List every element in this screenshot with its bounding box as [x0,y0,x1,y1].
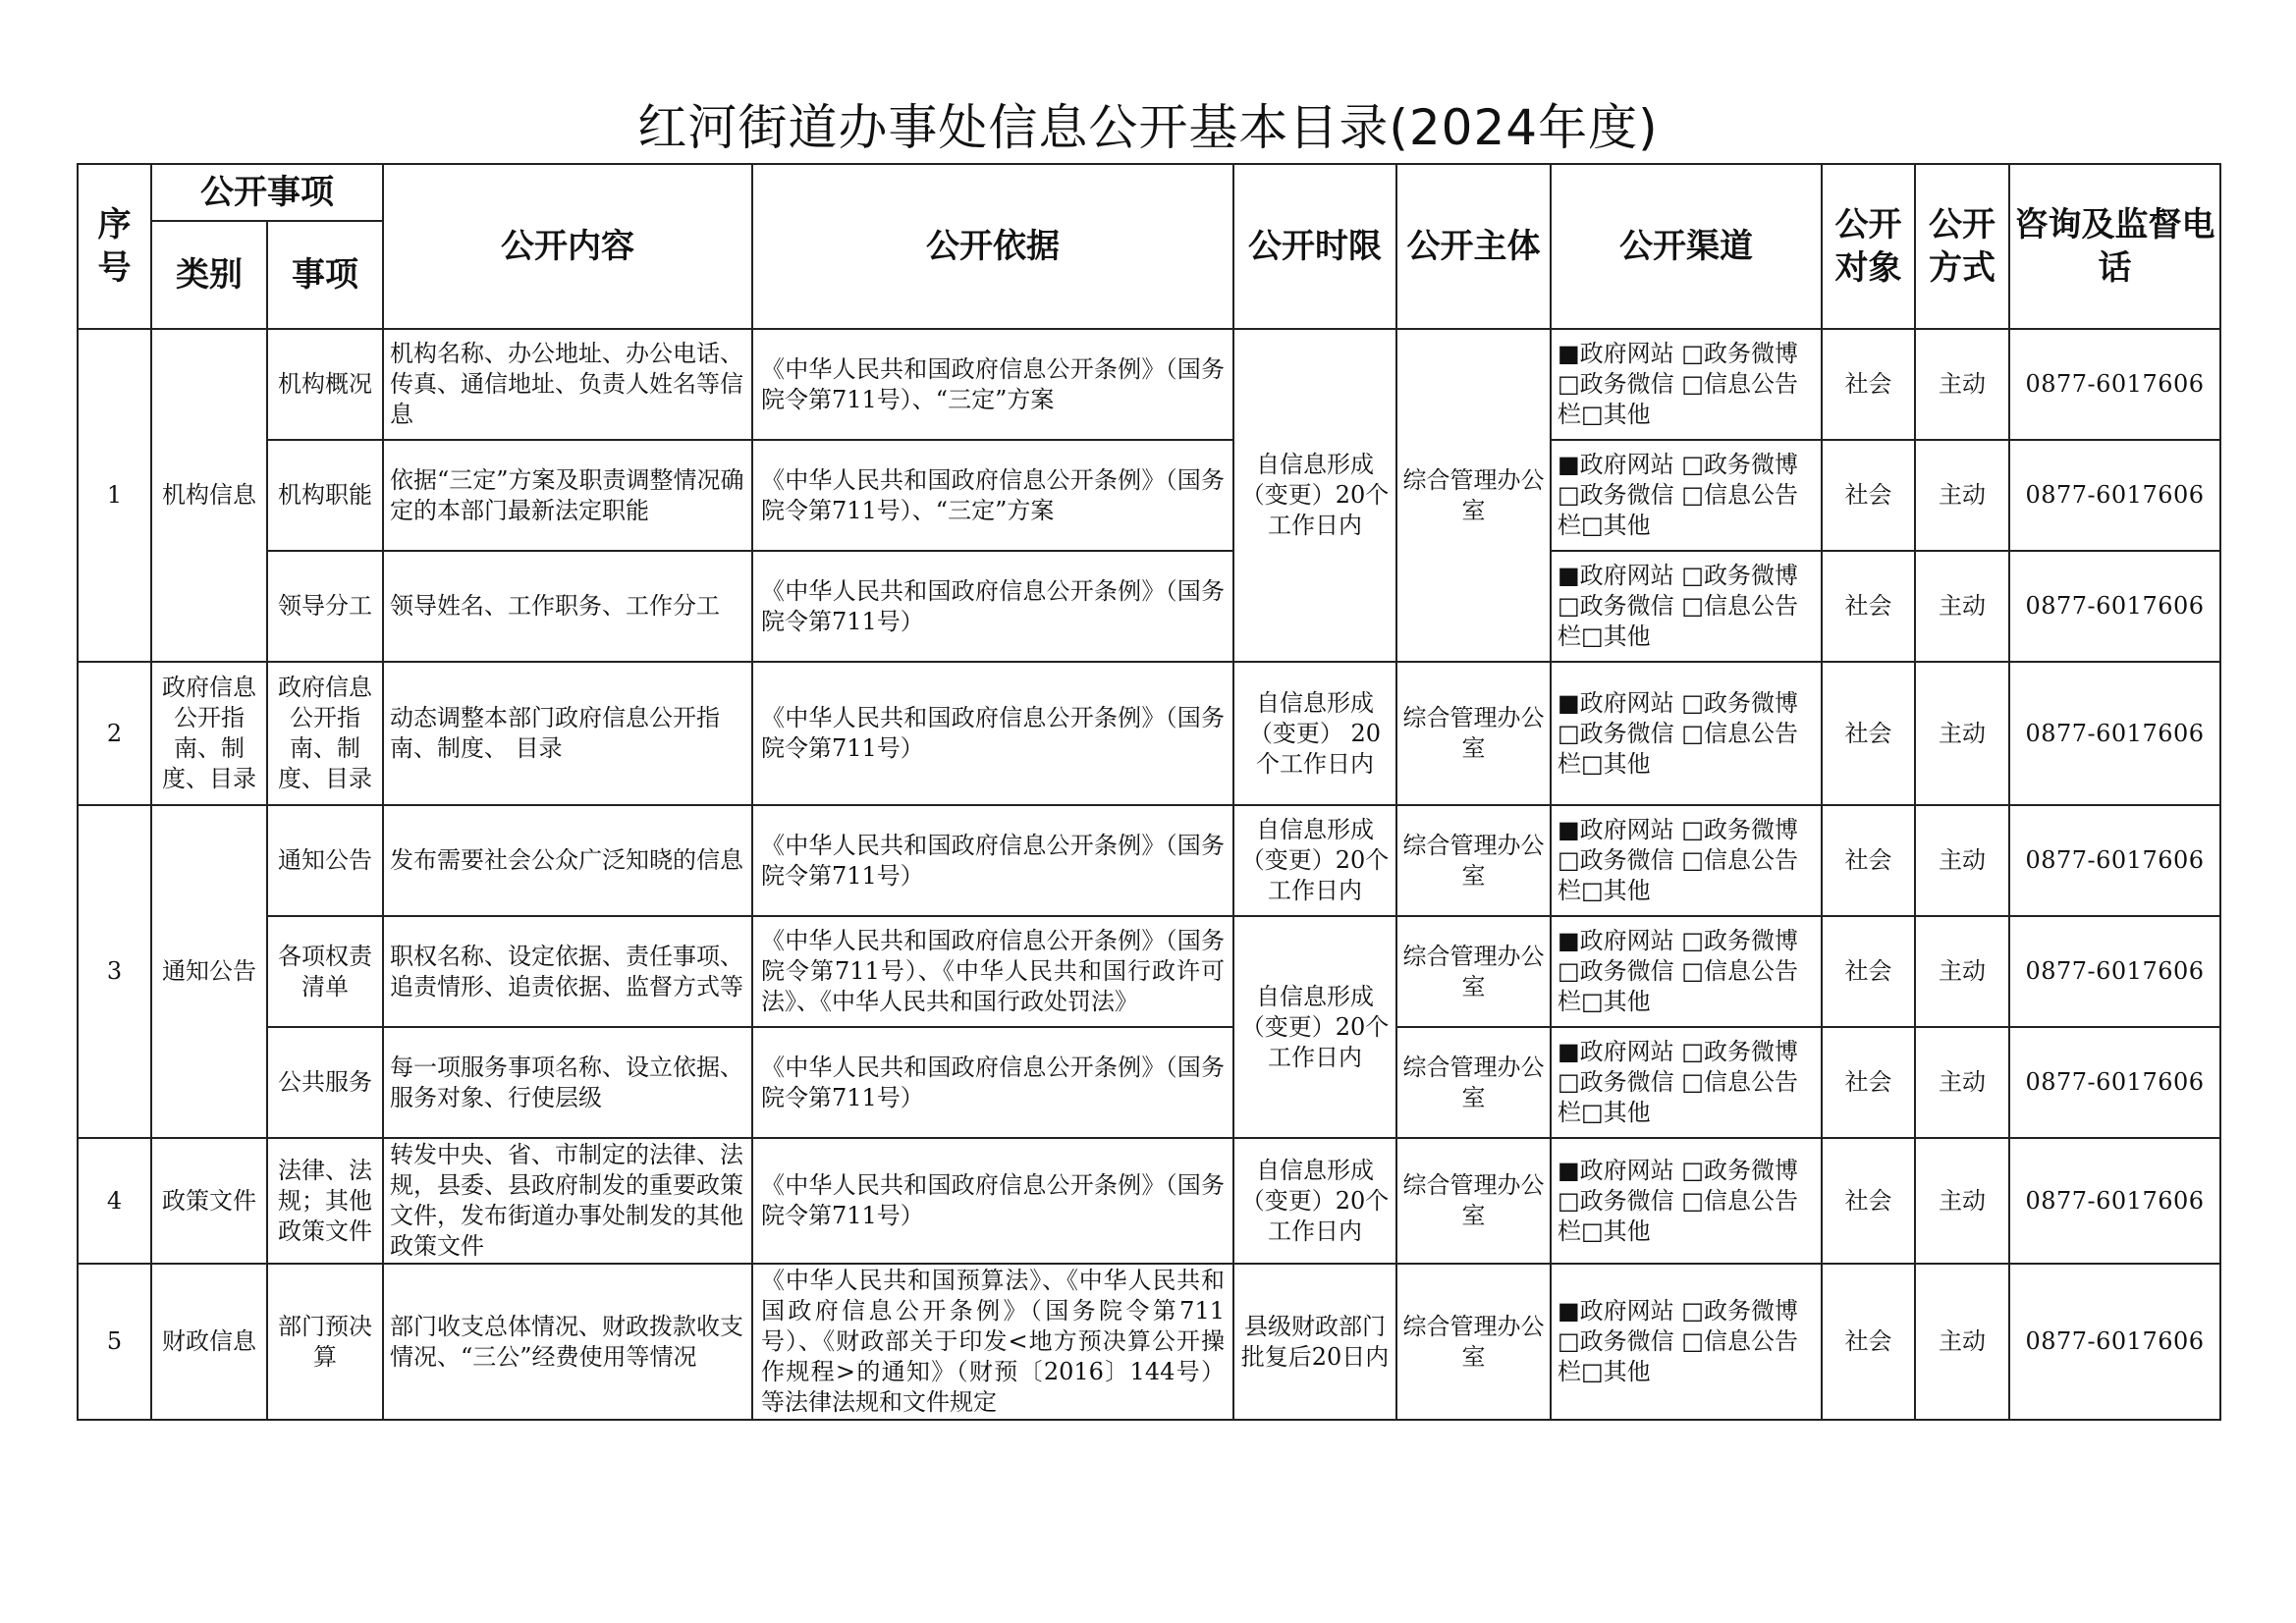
basis-cell: 《中华人民共和国政府信息公开条例》（国务院令第711号） [752,1138,1233,1264]
basis-cell: 《中华人民共和国政府信息公开条例》（国务院令第711号）、“三定”方案 [752,440,1233,551]
time-limit-cell: 自信息形成（变更）20个工作日内 [1233,1138,1396,1264]
disclosure-catalog-table [77,163,2221,1421]
subject-cell: 综合管理办公室 [1396,329,1551,662]
time-limit-cell: 县级财政部门批复后20日内 [1233,1264,1396,1420]
header-matter-group: 公开事项 [151,164,383,221]
subject-cell: 综合管理办公室 [1396,1264,1551,1420]
category-cell: 政府信息公开指南、制度、目录 [151,662,267,805]
category-cell: 机构信息 [151,329,267,662]
content-cell: 机构名称、办公地址、办公电话、传真、通信地址、负责人姓名等信息 [383,329,752,440]
table-row [78,916,2220,1027]
phone-cell: 0877-6017606 [2009,440,2220,551]
basis-cell: 《中华人民共和国政府信息公开条例》（国务院令第711号） [752,805,1233,916]
phone-cell: 0877-6017606 [2009,916,2220,1027]
header-item: 事项 [267,221,383,329]
content-cell: 职权名称、设定依据、责任事项、追责情形、追责依据、监督方式等 [383,916,752,1027]
header-subject: 公开主体 [1396,164,1551,329]
header-target: 公开对象 [1822,164,1915,329]
item-cell: 政府信息公开指南、制度、目录 [267,662,383,805]
item-cell: 部门预决算 [267,1264,383,1420]
header-phone: 咨询及监督电话 [2009,164,2220,329]
phone-cell: 0877-6017606 [2009,805,2220,916]
content-cell: 依据“三定”方案及职责调整情况确定的本部门最新法定职能 [383,440,752,551]
target-cell: 社会 [1822,1138,1915,1264]
seq-cell: 4 [78,1138,151,1264]
item-cell: 各项权责清单 [267,916,383,1027]
subject-cell: 综合管理办公室 [1396,1027,1551,1138]
phone-cell: 0877-6017606 [2009,551,2220,662]
method-cell: 主动 [1915,440,2009,551]
table-row [78,440,2220,551]
channel-cell: ■政府网站 □政务微博□政务微信 □信息公告栏□其他 [1551,662,1822,805]
category-cell: 通知公告 [151,805,267,1138]
channel-cell: ■政府网站 □政务微博□政务微信 □信息公告栏□其他 [1551,551,1822,662]
channel-cell: ■政府网站 □政务微博□政务微信 □信息公告栏□其他 [1551,805,1822,916]
item-cell: 通知公告 [267,805,383,916]
header-category: 类别 [151,221,267,329]
table-row [78,662,2220,805]
content-cell: 动态调整本部门政府信息公开指南、制度、 目录 [383,662,752,805]
channel-cell: ■政府网站 □政务微博□政务微信 □信息公告栏□其他 [1551,440,1822,551]
target-cell: 社会 [1822,329,1915,440]
basis-cell: 《中华人民共和国政府信息公开条例》（国务院令第711号）、《中华人民共和国行政许可法》、《中华人民共和国行政处罚法》 [752,916,1233,1027]
header-method: 公开方式 [1915,164,2009,329]
item-cell: 领导分工 [267,551,383,662]
item-cell: 机构职能 [267,440,383,551]
channel-cell: ■政府网站 □政务微博□政务微信 □信息公告栏□其他 [1551,1027,1822,1138]
category-cell: 财政信息 [151,1264,267,1420]
phone-cell: 0877-6017606 [2009,1138,2220,1264]
channel-cell: ■政府网站 □政务微博□政务微信 □信息公告栏□其他 [1551,329,1822,440]
header-basis: 公开依据 [752,164,1233,329]
subject-cell: 综合管理办公室 [1396,916,1551,1027]
header-time-limit: 公开时限 [1233,164,1396,329]
phone-cell: 0877-6017606 [2009,1264,2220,1420]
target-cell: 社会 [1822,805,1915,916]
time-limit-cell: 自信息形成（变更）20个工作日内 [1233,805,1396,916]
basis-cell: 《中华人民共和国政府信息公开条例》（国务院令第711号）、“三定”方案 [752,329,1233,440]
item-cell: 公共服务 [267,1027,383,1138]
content-cell: 发布需要社会公众广泛知晓的信息 [383,805,752,916]
method-cell: 主动 [1915,1264,2009,1420]
method-cell: 主动 [1915,551,2009,662]
method-cell: 主动 [1915,805,2009,916]
item-cell: 法律、法规；其他政策文件 [267,1138,383,1264]
table-row [78,1138,2220,1264]
phone-cell: 0877-6017606 [2009,329,2220,440]
target-cell: 社会 [1822,551,1915,662]
target-cell: 社会 [1822,1027,1915,1138]
method-cell: 主动 [1915,1138,2009,1264]
content-cell: 转发中央、省、市制定的法律、法规，县委、县政府制发的重要政策文件，发布街道办事处制发的其他政策文件 [383,1138,752,1264]
content-cell: 领导姓名、工作职务、工作分工 [383,551,752,662]
method-cell: 主动 [1915,329,2009,440]
target-cell: 社会 [1822,440,1915,551]
time-limit-cell: 自信息形成（变更） 20个工作日内 [1233,662,1396,805]
table-row [78,551,2220,662]
seq-cell: 2 [78,662,151,805]
channel-cell: ■政府网站 □政务微博□政务微信 □信息公告栏□其他 [1551,916,1822,1027]
header-seq: 序号 [78,164,151,329]
phone-cell: 0877-6017606 [2009,662,2220,805]
basis-cell: 《中华人民共和国预算法》、《中华人民共和国政府信息公开条例》（国务院令第711号）、《财政部关于印发<地方预决算公开操作规程>的通知》（财预〔2016〕144号）等法律法规和文件规定 [752,1264,1233,1420]
channel-cell: ■政府网站 □政务微博□政务微信 □信息公告栏□其他 [1551,1264,1822,1420]
seq-cell: 5 [78,1264,151,1420]
table-row [78,1027,2220,1138]
seq-cell: 1 [78,329,151,662]
time-limit-cell: 自信息形成（变更）20个工作日内 [1233,916,1396,1138]
basis-cell: 《中华人民共和国政府信息公开条例》（国务院令第711号） [752,1027,1233,1138]
basis-cell: 《中华人民共和国政府信息公开条例》（国务院令第711号） [752,551,1233,662]
header-content: 公开内容 [383,164,752,329]
content-cell: 部门收支总体情况、财政拨款收支情况、“三公”经费使用等情况 [383,1264,752,1420]
method-cell: 主动 [1915,916,2009,1027]
time-limit-cell: 自信息形成（变更）20个工作日内 [1233,329,1396,662]
target-cell: 社会 [1822,916,1915,1027]
target-cell: 社会 [1822,1264,1915,1420]
page-title: 红河街道办事处信息公开基本目录(2024年度) [637,99,1659,156]
subject-cell: 综合管理办公室 [1396,805,1551,916]
subject-cell: 综合管理办公室 [1396,1138,1551,1264]
category-cell: 政策文件 [151,1138,267,1264]
header-channel: 公开渠道 [1551,164,1822,329]
item-cell: 机构概况 [267,329,383,440]
seq-cell: 3 [78,805,151,1138]
method-cell: 主动 [1915,662,2009,805]
subject-cell: 综合管理办公室 [1396,662,1551,805]
target-cell: 社会 [1822,662,1915,805]
phone-cell: 0877-6017606 [2009,1027,2220,1138]
table-row [78,805,2220,916]
method-cell: 主动 [1915,1027,2009,1138]
content-cell: 每一项服务事项名称、设立依据、服务对象、行使层级 [383,1027,752,1138]
table-row [78,329,2220,440]
channel-cell: ■政府网站 □政务微博□政务微信 □信息公告栏□其他 [1551,1138,1822,1264]
table-row [78,1264,2220,1420]
basis-cell: 《中华人民共和国政府信息公开条例》（国务院令第711号） [752,662,1233,805]
